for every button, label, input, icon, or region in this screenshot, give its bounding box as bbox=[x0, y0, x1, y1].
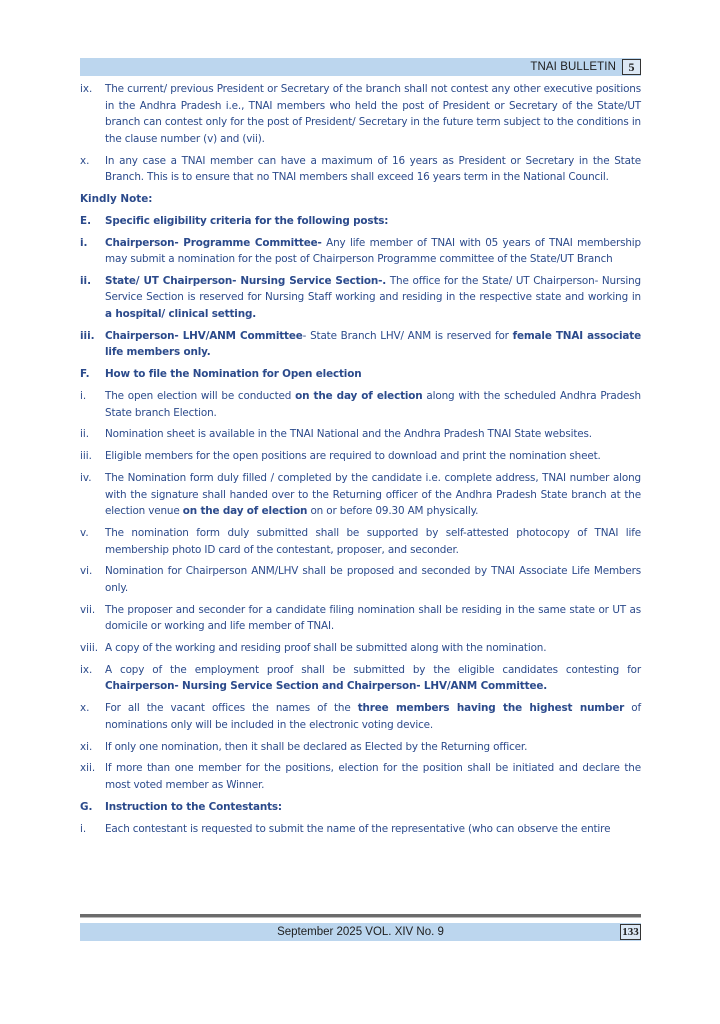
section-title: Specific eligibility criteria for the following posts: bbox=[105, 214, 389, 227]
list-marker: v. bbox=[80, 526, 89, 539]
list-marker: iv. bbox=[80, 471, 92, 484]
list-item bbox=[80, 760, 641, 793]
list-text: A copy of the employment proof shall be submitted by the eligible candidates contesting for Chairperson- Nursing Service Section and Chairperson- LHV/ANM Committee. bbox=[105, 663, 641, 693]
list-marker: i. bbox=[80, 390, 87, 402]
list-text: For all the vacant offices the names of the three members having the highest number of nominations only will be included in the electronic voting device. bbox=[105, 702, 642, 731]
list-text: If more than one member for the positions, election for the position shall be initiated and declare the most voted member as Winner. bbox=[105, 762, 641, 791]
list-item bbox=[80, 821, 641, 838]
list-item bbox=[80, 640, 641, 657]
list-marker: x. bbox=[80, 702, 90, 715]
list-item bbox=[80, 739, 641, 756]
list-text: Nomination for Chairperson ANM/LHV shall be proposed and seconded by TNAI Associate Life Members only. bbox=[105, 565, 651, 594]
list-text: In any case a TNAI member can have a maximum of 16 years as President or Secretary in the State Branch. This is to ensure that no TNAI members shall exceed 16 years term in the National Council. bbox=[105, 154, 641, 184]
list-marker: i. bbox=[80, 236, 88, 249]
list-marker: ii. bbox=[80, 274, 92, 287]
list-item bbox=[80, 273, 641, 323]
list-text: The open election will be conducted on the day of election along with the scheduled Andhra Pradesh State branch Election. bbox=[105, 390, 641, 419]
bold-lead: State/ UT Chairperson- Nursing Service Section-. bbox=[105, 274, 387, 287]
list-item bbox=[80, 563, 651, 596]
list-marker: xi. bbox=[80, 740, 93, 753]
page-footer bbox=[80, 914, 641, 941]
header-band bbox=[80, 58, 641, 76]
list-item bbox=[80, 525, 641, 558]
list-item bbox=[80, 426, 641, 443]
list-marker: i. bbox=[80, 822, 87, 835]
list-item bbox=[80, 153, 641, 186]
list-marker: iii. bbox=[80, 329, 95, 342]
list-text: A copy of the working and residing proof shall be submitted along with the nomination. bbox=[105, 642, 547, 655]
kindly-note-heading: Kindly Note: bbox=[80, 192, 153, 205]
list-marker: viii. bbox=[80, 642, 99, 655]
list-item bbox=[80, 448, 641, 465]
list-text: Eligible members for the open positions are required to download and print the nomination sheet. bbox=[105, 450, 601, 463]
section-heading-e bbox=[80, 213, 641, 230]
section-marker: G. bbox=[80, 800, 93, 813]
section-marker: F. bbox=[80, 368, 90, 381]
bold-lead: Chairperson- LHV/ANM Committee bbox=[105, 329, 303, 342]
list-item bbox=[80, 235, 641, 268]
section-title: Instruction to the Contestants: bbox=[105, 800, 282, 813]
list-item bbox=[80, 602, 641, 635]
list-text: The current/ previous President or Secretary of the branch shall not contest any other executive positions in the Andhra Pradesh i.e., TNAI members who held the post of President or Secretary of the State/UT branch can contest only for the post of President/ Secretary in the future term subject to the conditions in the clause number (v) and (vii). bbox=[105, 83, 641, 145]
list-marker: xii. bbox=[80, 762, 96, 775]
list-text: If only one nomination, then it shall be declared as Elected by the Returning officer. bbox=[105, 740, 528, 753]
section-heading-f bbox=[80, 366, 641, 383]
bold-lead: Chairperson- Programme Committee- bbox=[105, 236, 322, 249]
list-marker: ix. bbox=[80, 83, 93, 95]
list-item bbox=[80, 328, 641, 361]
list-marker: ii. bbox=[80, 428, 90, 441]
bold-tail: a hospital/ clinical setting. bbox=[105, 308, 257, 321]
document-body bbox=[80, 81, 651, 837]
section-title: How to file the Nomination for Open election bbox=[105, 368, 362, 381]
list-text: Chairperson- Programme Committee- Any life member of TNAI with 05 years of TNAI membership may submit a nomination for the post of Chairperson Programme committee of the State/UT Branch bbox=[105, 236, 641, 266]
list-marker: vi. bbox=[80, 565, 93, 578]
footer-page-number: 133 bbox=[620, 924, 641, 940]
list-text: Nomination sheet is available in the TNAI National and the Andhra Pradesh TNAI State websites. bbox=[105, 428, 592, 441]
list-text: The nomination form duly submitted shall be supported by self-attested photocopy of TNAI life membership photo ID card of the contestant, proposer, and seconder. bbox=[105, 526, 641, 556]
footer-rule bbox=[80, 914, 641, 918]
list-text: The proposer and seconder for a candidate filing nomination shall be residing in the same state or UT as domicile or working and life member of TNAI. bbox=[105, 603, 641, 633]
list-text: State/ UT Chairperson- Nursing Service Section-. The office for the State/ UT Chairperson- Nursing Service Section is reserved for Nursing Staff working and residing in the respective state and working in a hospital/ clinical setting. bbox=[105, 274, 641, 321]
list-marker: ix. bbox=[80, 663, 93, 676]
list-item bbox=[80, 700, 641, 733]
bulletin-page bbox=[80, 58, 651, 842]
section-heading-g bbox=[80, 799, 641, 816]
issue-info: September 2025 VOL. XIV No. 9 bbox=[277, 926, 444, 938]
bold-tail: female TNAI associate life members only. bbox=[105, 329, 641, 359]
list-marker: x. bbox=[80, 154, 90, 167]
list-marker: vii. bbox=[80, 603, 96, 616]
list-text: Each contestant is requested to submit the name of the representative (who can observe the entire bbox=[105, 822, 611, 835]
header-page-box: 5 bbox=[622, 59, 641, 75]
list-item bbox=[80, 662, 641, 695]
section-marker: E. bbox=[80, 214, 92, 227]
list-text: The Nomination form duly filled / completed by the candidate i.e. complete address, TNAI number along with the signature shall handed over to the Returning officer of the Andhra Pradesh State branch at the election venue on the day of election on or before 09.30 AM physically. bbox=[105, 471, 641, 518]
bulletin-title: TNAI BULLETIN bbox=[530, 61, 616, 73]
bold-tail: Chairperson- Nursing Service Section and Chairperson- LHV/ANM Committee. bbox=[105, 680, 548, 693]
footer-band bbox=[80, 923, 641, 941]
list-item bbox=[80, 388, 641, 421]
list-item bbox=[80, 81, 641, 147]
list-text: Chairperson- LHV/ANM Committee- State Branch LHV/ ANM is reserved for female TNAI associate life members only. bbox=[105, 329, 641, 359]
list-item bbox=[80, 470, 641, 520]
list-marker: iii. bbox=[80, 450, 92, 463]
